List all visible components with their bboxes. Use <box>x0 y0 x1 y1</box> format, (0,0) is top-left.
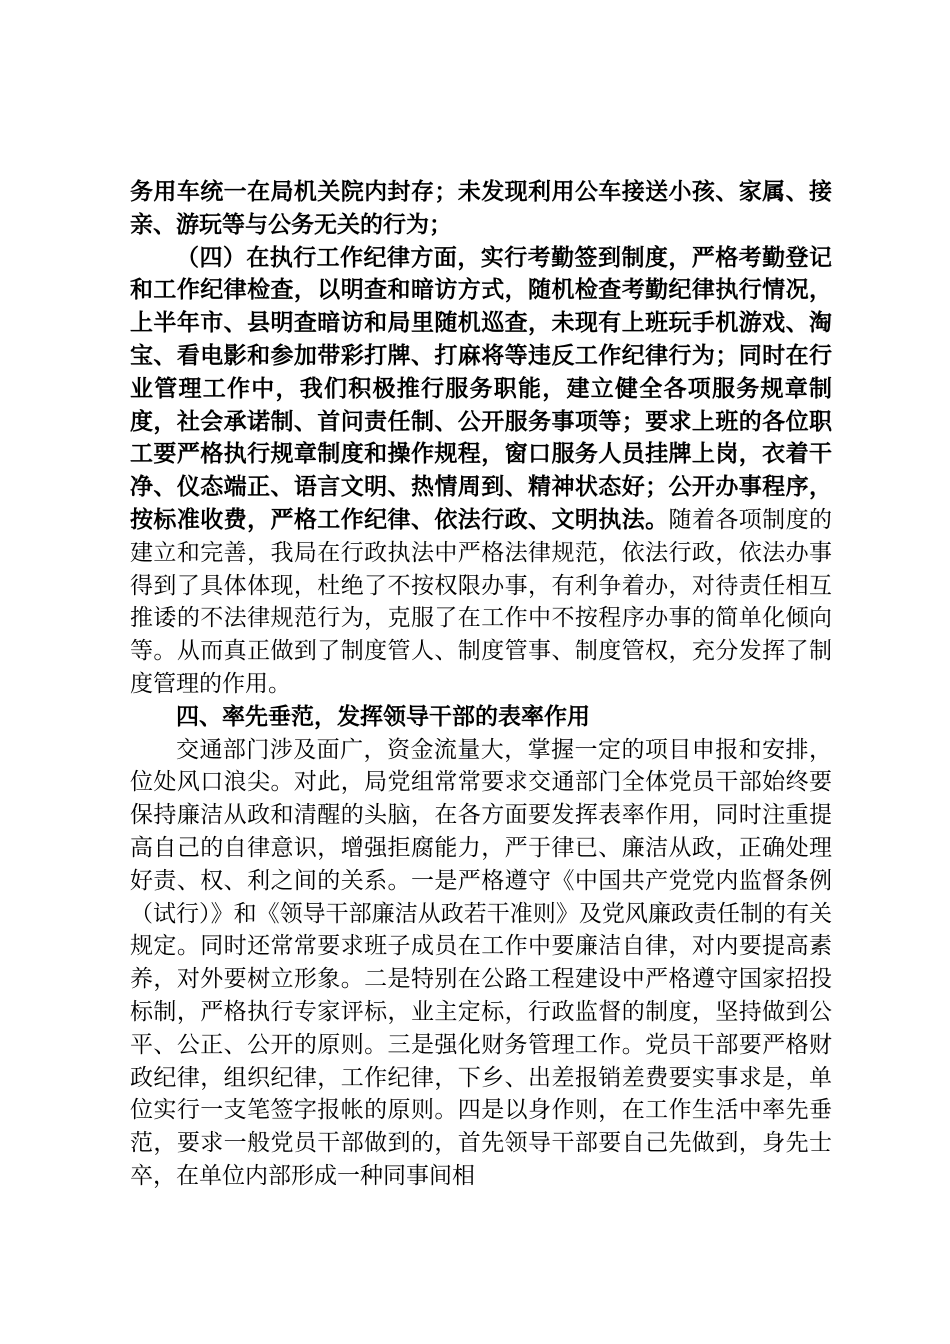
paragraph-work-discipline <box>130 242 832 701</box>
paragraph-leadership-example: 交通部门涉及面广，资金流量大，掌握一定的项目申报和安排，位处风口浪尖。对此，局党组常常要求交通部门全体党员干部始终要保持廉洁从政和清醒的头脑，在各方面要发挥表率作用，同时注重提高自己的自律意识，增强拒腐能力，严于律已、廉洁从政，正确处理好责、权、利之间的关系。一是严格遵守《中国共产党党内监督条例（试行）》和《领导干部廉洁从政若干准则》及党风廉政责任制的有关规定。同时还常常要求班子成员在工作中要廉洁自律，对内要提高素养，对外要树立形象。二是特别在公路工程建设中严格遵守国家招投标制，严格执行专家评标，业主定标，行政监督的制度，坚持做到公平、公正、公开的原则。三是强化财务管理工作。党员干部要严格财政纪律，组织纪律，工作纪律，下乡、出差报销差费要实事求是，单位实行一支笔签字报帐的原则。四是以身作则，在工作生活中率先垂范，要求一般党员干部做到的，首先领导干部要自己先做到，身先士卒，在单位内部形成一种同事间相 <box>130 736 832 1189</box>
paragraph-vehicle-sealing: 务用车统一在局机关院内封存；未发现利用公车接送小孩、家属、接亲、游玩等与公务无关的行为； <box>130 179 832 238</box>
work-discipline-bold-text: （四）在执行工作纪律方面，实行考勤签到制度，严格考勤登记和工作纪律检查，以明查和暗访方式，随机检查考勤纪律执行情况，上半年市、县明查暗访和局里随机巡查，未现有上班玩手机游戏、淘宝、看电影和参加带彩打牌、打麻将等违反工作纪律行为；同时在行业管理工作中，我们积极推行服务职能，建立健全各项服务规章制度，社会承诺制、首问责任制、公开服务事项等；要求上班的各位职工要严格执行规章制度和操作规程，窗口服务人员挂牌上岗，衣着干净、仪态端正、语言文明、热情周到、精神状态好；公开办事程序，按标准收费，严格工作纪律、依法行政、文明执法。 <box>130 244 832 533</box>
section-heading-leadership: 四、率先垂范，发挥领导干部的表率作用 <box>176 703 590 730</box>
work-discipline-regular-text: 随着各项制度的建立和完善，我局在行政执法中严格法律规范，依法行政，依法办事得到了具体体现，杜绝了不按权限办事，有利争着办，对待责任相互推诿的不法律规范行为，克服了在工作中不按程序办事的简单化倾向等。从而真正做到了制度管人、制度管事、制度管权，充分发挥了制度管理的作用。 <box>130 506 833 697</box>
document-body <box>130 176 832 1193</box>
